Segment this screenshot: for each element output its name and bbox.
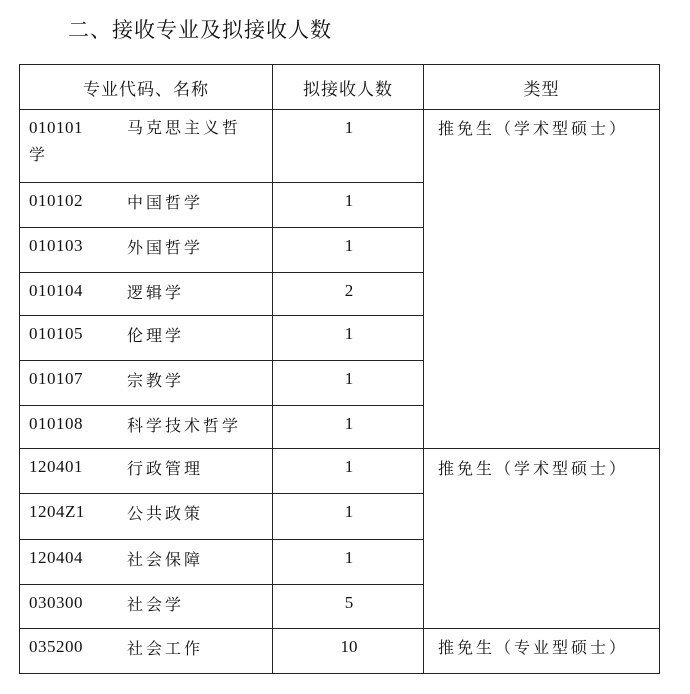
major-name: 社会保障	[127, 550, 204, 569]
table-row	[20, 110, 424, 182]
admission-count: 1	[344, 191, 354, 210]
major-name: 公共政策	[127, 504, 204, 523]
major-code: 010101	[29, 118, 83, 137]
major-name-line1: 马克思主义哲	[127, 118, 242, 137]
table-row	[20, 183, 424, 227]
major-code: 1204Z1	[29, 502, 85, 521]
header-type: 类型	[523, 80, 560, 100]
admission-type-cell: 推免生（专业型硕士）	[438, 638, 629, 657]
table-row	[20, 585, 424, 628]
major-name: 中国哲学	[127, 193, 204, 212]
admission-count: 1	[344, 548, 354, 567]
table-row	[20, 629, 424, 673]
major-name: 社会工作	[127, 639, 204, 658]
major-name: 科学技术哲学	[127, 416, 242, 435]
major-name: 行政管理	[127, 459, 204, 478]
admission-count: 1	[344, 324, 354, 343]
major-code: 010108	[29, 414, 83, 433]
admission-count: 1	[344, 502, 354, 521]
admission-count: 1	[344, 457, 354, 476]
header-major: 专业代码、名称	[83, 80, 209, 100]
admission-type-cell: 推免生（学术型硕士）	[438, 119, 629, 138]
admission-count: 1	[344, 369, 354, 388]
table-row	[20, 494, 424, 539]
major-code: 035200	[29, 637, 83, 656]
major-code: 030300	[29, 593, 83, 612]
table-row	[20, 273, 424, 315]
table-row	[20, 540, 424, 584]
table-row	[20, 449, 424, 493]
major-code: 010102	[29, 191, 83, 210]
admission-count: 1	[344, 118, 354, 137]
major-code: 010103	[29, 236, 83, 255]
major-name: 宗教学	[127, 371, 185, 390]
major-name: 外国哲学	[127, 238, 204, 257]
major-code: 120401	[29, 457, 83, 476]
section-heading: 二、接收专业及拟接收人数	[68, 18, 332, 42]
major-code: 010104	[29, 281, 83, 300]
admission-count: 1	[344, 414, 354, 433]
major-code: 010105	[29, 324, 83, 343]
admission-type-cell: 推免生（学术型硕士）	[438, 459, 629, 478]
major-name: 伦理学	[127, 326, 185, 345]
table-row	[20, 316, 424, 360]
admission-table	[19, 64, 660, 674]
major-name: 社会学	[127, 595, 185, 614]
admission-count: 10	[340, 637, 358, 656]
header-count: 拟接收人数	[303, 80, 393, 100]
table-row	[20, 228, 424, 272]
admission-count: 2	[344, 281, 354, 300]
major-code: 010107	[29, 369, 83, 388]
table-row	[20, 361, 424, 405]
major-name-line2: 学	[29, 145, 49, 164]
major-code: 120404	[29, 548, 83, 567]
admission-count: 5	[344, 593, 354, 612]
admission-count: 1	[344, 236, 354, 255]
major-name: 逻辑学	[127, 283, 185, 302]
table-row	[20, 406, 424, 448]
